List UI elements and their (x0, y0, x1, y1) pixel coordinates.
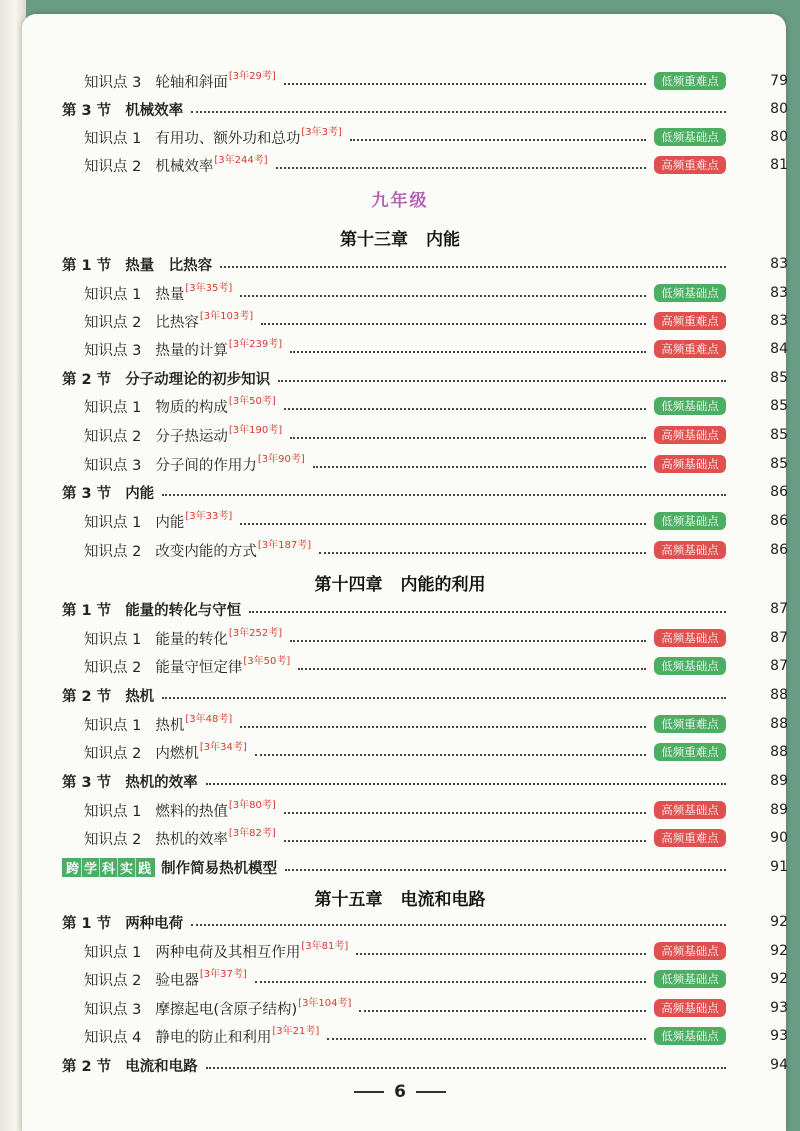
frequency-badge: 高频重难点 (654, 312, 726, 330)
leader-dots (276, 167, 646, 169)
entry-title: 验电器 (155, 972, 199, 989)
knowledge-point-number: 知识点 1 (84, 399, 142, 416)
exam-count-note: [3年103考] (199, 310, 254, 322)
page-ref: 89 (770, 802, 788, 818)
knowledge-point-entry[interactable] (84, 625, 788, 651)
knowledge-point-entry[interactable] (84, 739, 788, 765)
leader-dots (220, 266, 726, 268)
page-ref: 92 (770, 943, 788, 959)
page-ref: 87 (770, 658, 788, 674)
frequency-badge: 高频重难点 (654, 829, 726, 847)
entry-label (84, 941, 348, 962)
knowledge-point-number: 知识点 3 (84, 457, 142, 474)
knowledge-point-number: 知识点 2 (84, 659, 142, 676)
knowledge-point-entry[interactable] (84, 711, 788, 737)
knowledge-point-number: 知识点 1 (84, 803, 142, 820)
leader-dots (313, 466, 646, 468)
badge-char: 践 (138, 861, 152, 877)
entry-title: 内能 (125, 485, 155, 502)
exam-count-note: [3年104考] (298, 997, 352, 1009)
entry-title: 热量 (155, 286, 185, 303)
section-entry[interactable] (62, 596, 788, 622)
exam-count-note: [3年29考] (228, 70, 276, 82)
knowledge-point-number: 知识点 2 (84, 831, 142, 848)
chapter-title: 第十四章 (314, 575, 383, 595)
entry-title: 热机的效率 (125, 774, 198, 791)
leader-dots (191, 111, 726, 113)
knowledge-point-entry[interactable] (84, 336, 788, 362)
knowledge-point-entry[interactable] (84, 825, 788, 851)
frequency-badge: 低频重难点 (654, 715, 726, 733)
knowledge-point-entry[interactable] (84, 308, 788, 334)
entry-label (84, 127, 342, 148)
knowledge-point-entry[interactable] (84, 124, 788, 150)
exam-count-note: [3年33考] (185, 510, 233, 522)
exam-count-note: [3年37考] (199, 968, 247, 980)
section-number: 第 1 节 (62, 602, 112, 619)
leader-dots (284, 812, 646, 814)
entry-title: 静电的防止和利用 (155, 1029, 272, 1046)
knowledge-point-number: 知识点 3 (84, 1001, 142, 1018)
frequency-badge: 高频基础点 (654, 426, 726, 444)
entry-title: 两种电荷 (125, 915, 184, 932)
exam-count-note: [3年244考] (214, 154, 268, 166)
knowledge-point-entry[interactable] (84, 152, 788, 178)
knowledge-point-number: 知识点 4 (84, 1029, 142, 1046)
knowledge-point-entry[interactable] (84, 653, 788, 679)
frequency-badge: 高频基础点 (654, 942, 726, 960)
badge-char: 跨 (64, 858, 82, 877)
leader-dots (162, 494, 726, 496)
entry-title: 热机 (125, 688, 155, 705)
page-ref: 83 (770, 313, 788, 329)
entry-label (62, 368, 270, 389)
entry-label (84, 969, 247, 990)
entry-title: 分子热运动 (155, 428, 228, 445)
page-ref: 85 (770, 398, 788, 414)
page-ref: 79 (770, 73, 788, 89)
section-entry[interactable] (62, 682, 788, 708)
entry-label (84, 742, 247, 763)
entry-label (84, 511, 232, 532)
entry-label (62, 482, 154, 503)
knowledge-point-number: 知识点 2 (84, 158, 142, 175)
section-entry[interactable] (62, 365, 788, 391)
entry-title: 热量 比热容 (125, 257, 213, 274)
knowledge-point-entry[interactable] (84, 508, 788, 534)
leader-dots (255, 754, 646, 756)
knowledge-point-entry[interactable] (84, 451, 788, 477)
frequency-badge: 低频基础点 (654, 1027, 726, 1045)
leader-dots (240, 295, 646, 297)
chapter-heading (0, 570, 800, 595)
entry-label (84, 454, 305, 475)
page-ref: 83 (770, 256, 788, 272)
grade-title: 九年级 (371, 191, 429, 211)
leader-dots (290, 437, 646, 439)
leader-dots (284, 408, 646, 410)
leader-dots (249, 611, 726, 613)
page-ref: 80 (770, 101, 788, 117)
leader-dots (327, 1038, 646, 1040)
entry-label (62, 1055, 198, 1076)
exam-count-note: [3年3考] (301, 126, 342, 138)
page-ref: 85 (770, 456, 788, 472)
entry-label (84, 283, 232, 304)
section-entry[interactable] (62, 251, 788, 277)
chapter-heading (0, 225, 800, 250)
section-entry[interactable] (62, 1052, 788, 1078)
knowledge-point-number: 知识点 3 (84, 342, 142, 359)
entry-title: 能量守恒定律 (155, 659, 243, 676)
exam-count-note: [3年81考] (301, 940, 349, 952)
page-number (0, 1082, 800, 1102)
entry-label (84, 311, 253, 332)
frequency-badge: 低频基础点 (654, 512, 726, 530)
exam-count-note: [3年35考] (185, 282, 233, 294)
page-ref: 94 (770, 1057, 788, 1073)
knowledge-point-entry[interactable] (84, 1023, 788, 1049)
chapter-subtitle: 内能 (426, 230, 460, 250)
frequency-badge: 低频基础点 (654, 128, 726, 146)
entry-title: 热量的计算 (155, 342, 228, 359)
frequency-badge: 低频重难点 (654, 743, 726, 761)
knowledge-point-number: 知识点 1 (84, 286, 142, 303)
page-ref: 93 (770, 1028, 788, 1044)
knowledge-point-entry[interactable] (84, 422, 788, 448)
entry-title: 内燃机 (155, 745, 199, 762)
entry-title: 电流和电路 (125, 1058, 198, 1075)
entry-label (84, 828, 276, 849)
frequency-badge: 高频重难点 (654, 340, 726, 358)
knowledge-point-entry[interactable] (84, 68, 788, 94)
leader-dots (278, 380, 726, 382)
leader-dots (261, 323, 646, 325)
knowledge-point-number: 知识点 1 (84, 631, 142, 648)
knowledge-point-entry[interactable] (84, 280, 788, 306)
badge-char: 实 (118, 858, 136, 877)
entry-title: 分子间的作用力 (155, 457, 257, 474)
exam-count-note: [3年50考] (243, 655, 291, 667)
page-ref: 92 (770, 914, 788, 930)
frequency-badge: 低频基础点 (654, 284, 726, 302)
leader-dots (359, 1010, 646, 1012)
entry-title: 内能 (155, 514, 185, 531)
leader-dots (290, 640, 646, 642)
entry-title: 燃料的热值 (155, 803, 228, 820)
section-number: 第 2 节 (62, 688, 112, 705)
exam-count-note: [3年239考] (228, 338, 283, 350)
knowledge-point-number: 知识点 3 (84, 74, 142, 91)
knowledge-point-number: 知识点 1 (84, 130, 142, 147)
section-number: 第 3 节 (62, 485, 112, 502)
frequency-badge: 高频基础点 (654, 541, 726, 559)
section-number: 第 1 节 (62, 915, 112, 932)
section-number: 第 2 节 (62, 371, 112, 388)
leader-dots (350, 139, 646, 141)
section-entry[interactable] (62, 479, 788, 505)
section-number: 第 1 节 (62, 257, 112, 274)
frequency-badge: 高频基础点 (654, 999, 726, 1017)
page-ref: 93 (770, 1000, 788, 1016)
exam-count-note: [3年82考] (228, 827, 276, 839)
entry-title: 机械效率 (125, 102, 184, 119)
page-ref: 86 (770, 513, 788, 529)
entry-title: 摩擦起电(含原子结构) (155, 1001, 298, 1018)
entry-label (84, 628, 282, 649)
section-entry[interactable] (62, 909, 788, 935)
exam-count-note: [3年90考] (257, 453, 305, 465)
knowledge-point-entry[interactable] (84, 797, 788, 823)
entry-title: 有用功、额外功和总功 (155, 130, 301, 147)
entry-title: 分子动理论的初步知识 (125, 371, 271, 388)
knowledge-point-number: 知识点 1 (84, 514, 142, 531)
page-ref: 87 (770, 601, 788, 617)
knowledge-point-number: 知识点 1 (84, 944, 142, 961)
knowledge-point-number: 知识点 2 (84, 543, 142, 560)
entry-label (84, 656, 290, 677)
section-entry[interactable] (62, 96, 788, 122)
entry-title: 物质的构成 (155, 399, 228, 416)
page-number-value: 6 (394, 1082, 406, 1102)
frequency-badge: 高频基础点 (654, 455, 726, 473)
leader-dots (284, 83, 646, 85)
exam-count-note: [3年190考] (228, 424, 283, 436)
frequency-badge: 低频基础点 (654, 397, 726, 415)
entry-label (84, 155, 268, 176)
leader-dots (285, 869, 726, 871)
page-ref: 83 (770, 285, 788, 301)
frequency-badge: 高频基础点 (654, 801, 726, 819)
exam-count-note: [3年50考] (228, 395, 276, 407)
leader-dots (162, 697, 726, 699)
entry-title: 两种电荷及其相互作用 (155, 944, 301, 961)
entry-label (62, 912, 183, 933)
frequency-badge: 低频基础点 (654, 970, 726, 988)
entry-label (84, 998, 351, 1019)
page-ref: 88 (770, 744, 788, 760)
entry-label (62, 254, 212, 275)
cross-discipline-entry[interactable] (62, 854, 788, 880)
page-ref: 92 (770, 971, 788, 987)
exam-count-note: [3年187考] (257, 539, 312, 551)
frequency-badge: 低频基础点 (654, 657, 726, 675)
leader-dots (290, 351, 646, 353)
exam-count-note: [3年80考] (228, 799, 276, 811)
leader-dots (206, 783, 726, 785)
entry-label (84, 714, 232, 735)
knowledge-point-entry[interactable] (84, 966, 788, 992)
page-ref: 88 (770, 687, 788, 703)
entry-label (84, 339, 282, 360)
frequency-badge: 低频重难点 (654, 72, 726, 90)
badge-char: 学 (82, 858, 100, 877)
section-entry[interactable] (62, 768, 788, 794)
entry-title: 比热容 (155, 314, 199, 331)
entry-label (84, 1026, 319, 1047)
exam-count-note: [3年34考] (199, 741, 247, 753)
entry-title: 能量的转化与守恒 (125, 602, 242, 619)
leader-dots (298, 668, 646, 670)
section-number: 第 3 节 (62, 774, 112, 791)
knowledge-point-entry[interactable] (84, 393, 788, 419)
knowledge-point-number: 知识点 2 (84, 745, 142, 762)
page-ref: 88 (770, 716, 788, 732)
page-ref: 84 (770, 341, 788, 357)
entry-label (84, 396, 276, 417)
page-ref: 91 (770, 859, 788, 875)
knowledge-point-number: 知识点 2 (84, 972, 142, 989)
entry-label (84, 800, 276, 821)
knowledge-point-entry[interactable] (84, 995, 788, 1021)
entry-label (84, 540, 311, 561)
chapter-heading (0, 885, 800, 910)
chapter-title: 第十三章 (340, 230, 408, 250)
frequency-badge: 高频基础点 (654, 629, 726, 647)
exam-count-note: [3年252考] (228, 627, 283, 639)
page-ref: 87 (770, 630, 788, 646)
exam-count-note: [3年21考] (272, 1025, 320, 1037)
exam-count-note: [3年48考] (185, 713, 233, 725)
chapter-title: 第十五章 (314, 890, 383, 910)
entry-label (62, 99, 183, 120)
leader-dots (284, 840, 646, 842)
entry-title: 能量的转化 (155, 631, 228, 648)
page-ref: 90 (770, 830, 788, 846)
leader-dots (191, 924, 726, 926)
frequency-badge: 高频重难点 (654, 156, 726, 174)
page-ref: 86 (770, 542, 788, 558)
section-number: 第 3 节 (62, 102, 112, 119)
entry-label (84, 71, 276, 92)
entry-title: 机械效率 (155, 158, 214, 175)
entry-title: 热机的效率 (155, 831, 228, 848)
chapter-subtitle: 内能的利用 (400, 575, 486, 595)
entry-title: 制作简易热机模型 (161, 860, 278, 877)
cross-discipline-badge (62, 858, 155, 877)
knowledge-point-entry[interactable] (84, 938, 788, 964)
entry-label (84, 425, 282, 446)
leader-dots (240, 726, 646, 728)
page-ref: 81 (770, 157, 788, 173)
page-ref: 85 (770, 427, 788, 443)
entry-label (62, 685, 154, 706)
entry-title: 改变内能的方式 (155, 543, 257, 560)
page-ref: 86 (770, 484, 788, 500)
entry-label (62, 771, 198, 792)
leader-dots (255, 981, 646, 983)
knowledge-point-number: 知识点 1 (84, 717, 142, 734)
knowledge-point-number: 知识点 2 (84, 428, 142, 445)
leader-dots (319, 552, 646, 554)
badge-char: 科 (100, 858, 118, 877)
entry-title: 轮轴和斜面 (155, 74, 228, 91)
leader-dots (206, 1067, 726, 1069)
page-ref: 80 (770, 129, 788, 145)
leader-dots (356, 953, 646, 955)
entry-title: 热机 (155, 717, 185, 734)
leader-dots (240, 523, 646, 525)
page-ref: 85 (770, 370, 788, 386)
knowledge-point-entry[interactable] (84, 537, 788, 563)
section-number: 第 2 节 (62, 1058, 112, 1075)
knowledge-point-number: 知识点 2 (84, 314, 142, 331)
page-ref: 89 (770, 773, 788, 789)
chapter-subtitle: 电流和电路 (400, 890, 486, 910)
entry-label (62, 599, 241, 620)
